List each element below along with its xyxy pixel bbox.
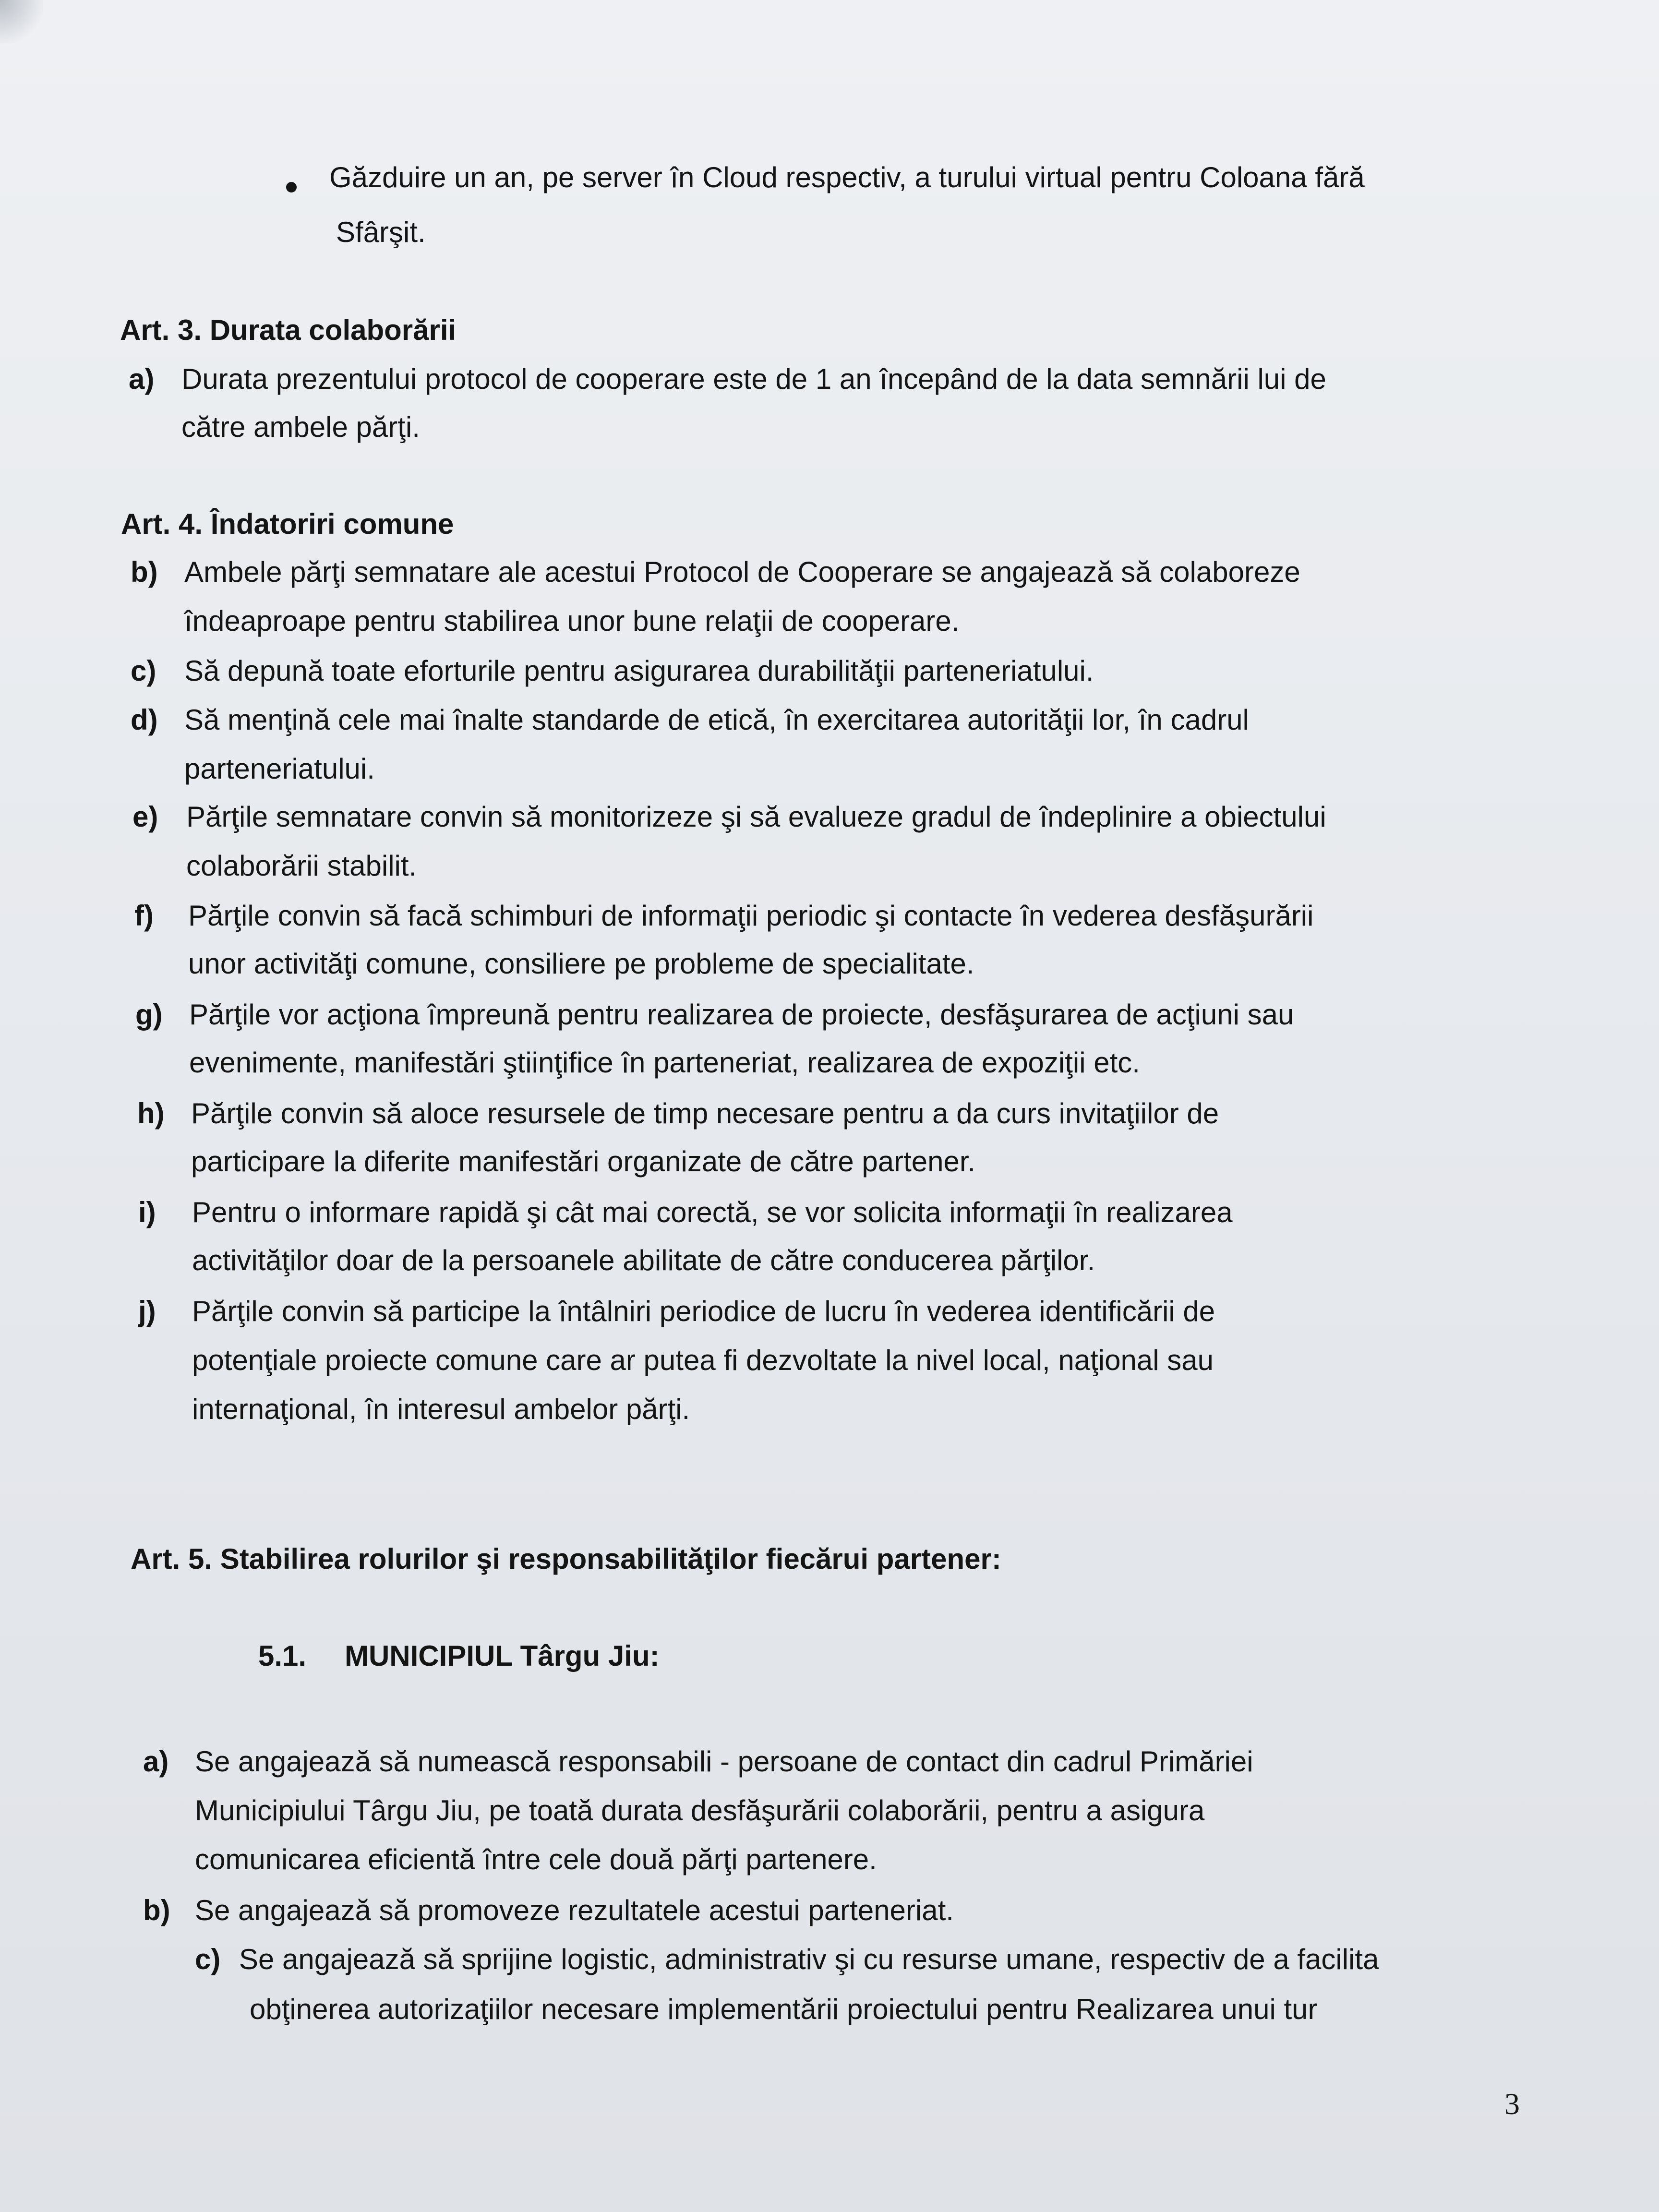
art5-item-b-label: b)	[143, 1894, 170, 1926]
art4-item-f-line2: unor activităţi comune, consiliere pe probleme de specialitate.	[188, 948, 974, 980]
art5-item-c-line2: obţinerea autorizaţiilor necesare implementării proiectului pentru Realizarea unui tur	[250, 1993, 1318, 2025]
art4-item-h-line1: Părţile convin să aloce resursele de timp necesare pentru a da curs invitaţiilor de	[191, 1097, 1219, 1130]
art5-item-a-label: a)	[143, 1745, 169, 1778]
art5-item-a-line2: Municipiului Târgu Jiu, pe toată durata desfăşurării colaborării, pentru a asigura	[195, 1794, 1205, 1827]
art4-item-b-label: b)	[131, 556, 158, 588]
art4-item-h-label: h)	[137, 1097, 165, 1130]
art5-sub-title: MUNICIPIUL Târgu Jiu:	[345, 1640, 660, 1672]
art4-item-j-line3: internaţional, în interesul ambelor părţi.	[192, 1393, 690, 1425]
art5-item-b-line1: Se angajează să promoveze rezultatele acestui parteneriat.	[195, 1894, 954, 1926]
art4-item-j-line1: Părţile convin să participe la întâlniri periodice de lucru în vederea identificării de	[192, 1295, 1215, 1327]
art4-heading: Art. 4. Îndatoriri comune	[121, 508, 454, 540]
art4-item-j-label: j)	[138, 1295, 156, 1327]
art3-item-a-line2: către ambele părţi.	[181, 411, 420, 443]
art5-item-c-label: c)	[195, 1943, 221, 1975]
page-number: 3	[1504, 2087, 1520, 2121]
art5-item-a-line1: Se angajează să numească responsabili - persoane de contact din cadrul Primăriei	[195, 1745, 1253, 1778]
art4-item-i-label: i)	[138, 1196, 156, 1228]
art4-item-g-line2: evenimente, manifestări ştiinţifice în parteneriat, realizarea de expoziţii etc.	[189, 1046, 1140, 1079]
art4-item-g-line1: Părţile vor acţiona împreună pentru realizarea de proiecte, desfăşurarea de acţiuni sau	[189, 998, 1294, 1031]
art4-item-c-line1: Să depună toate eforturile pentru asigurarea durabilităţii parteneriatului.	[184, 655, 1094, 687]
art3-item-a-label: a)	[129, 363, 155, 395]
bullet-line-1: Găzduire un an, pe server în Cloud respectiv, a turului virtual pentru Coloana fără	[329, 161, 1365, 193]
art4-item-d-label: d)	[131, 704, 158, 736]
art4-item-f-label: f)	[134, 900, 154, 932]
art4-item-g-label: g)	[135, 998, 163, 1031]
art5-item-c-line1: Se angajează să sprijine logistic, administrativ şi cu resurse umane, respectiv de a facilita	[239, 1943, 1379, 1975]
art4-item-c-label: c)	[131, 655, 156, 687]
art4-item-e-line2: colaborării stabilit.	[186, 850, 417, 882]
art4-item-h-line2: participare la diferite manifestări organizate de către partener.	[191, 1145, 976, 1178]
art4-item-b-line2: îndeaproape pentru stabilirea unor bune relaţii de cooperare.	[184, 605, 960, 637]
art4-item-i-line2: activităţilor doar de la persoanele abilitate de către conducerea părţilor.	[192, 1244, 1095, 1276]
art5-item-a-line3: comunicarea eficientă între cele două părţi partenere.	[195, 1843, 877, 1875]
bullet-line-2: Sfârşit.	[336, 216, 426, 248]
art4-item-e-line1: Părţile semnatare convin să monitorizeze şi să evalueze gradul de îndeplinire a obiectului	[186, 801, 1326, 833]
art4-item-b-line1: Ambele părţi semnatare ale acestui Protocol de Cooperare se angajează să colaboreze	[184, 556, 1300, 588]
bullet-icon	[286, 182, 297, 192]
art4-item-d-line1: Să menţină cele mai înalte standarde de etică, în exercitarea autorităţii lor, în cadrul	[184, 704, 1249, 736]
art4-item-e-label: e)	[132, 801, 158, 833]
paper-corner-shadow	[0, 0, 43, 43]
art4-item-f-line1: Părţile convin să facă schimburi de informaţii periodic şi contacte în vederea desfăşurării	[188, 900, 1314, 932]
art3-heading: Art. 3. Durata colaborării	[120, 314, 457, 346]
art3-item-a-line1: Durata prezentului protocol de cooperare este de 1 an începând de la data semnării lui de	[181, 363, 1326, 395]
art4-item-i-line1: Pentru o informare rapidă şi cât mai corectă, se vor solicita informaţii în realizarea	[192, 1196, 1233, 1228]
art5-sub-number: 5.1.	[258, 1640, 307, 1672]
art4-item-j-line2: potenţiale proiecte comune care ar putea fi dezvoltate la nivel local, naţional sau	[192, 1344, 1214, 1376]
art5-heading: Art. 5. Stabilirea rolurilor şi responsabilităţilor fiecărui partener:	[131, 1543, 1001, 1575]
art4-item-d-line2: parteneriatului.	[184, 753, 375, 785]
